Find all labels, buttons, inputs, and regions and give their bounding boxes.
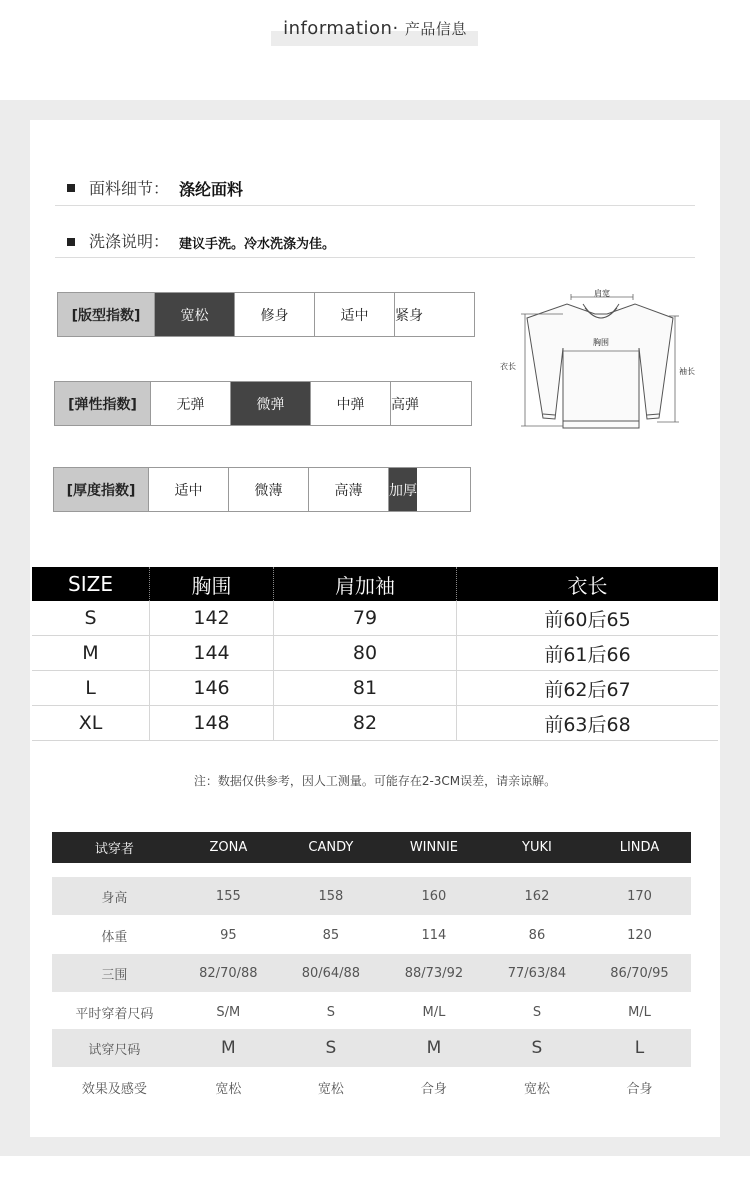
tryon-row: [52, 1068, 691, 1106]
index-option: 宽松: [154, 293, 234, 336]
tryon-cell: M: [426, 1038, 442, 1058]
tryon-cell: 158: [318, 888, 344, 904]
size-cell: 81: [274, 671, 457, 706]
tryon-cell: 86/70/95: [610, 965, 669, 981]
fabric-row: [55, 172, 695, 206]
size-header-shoulder-sleeve: 肩加袖: [274, 567, 457, 601]
tryon-cell: 162: [524, 888, 550, 904]
index-option: 微弹: [230, 382, 310, 425]
index-option: 加厚: [388, 468, 417, 511]
size-header-length: 衣长: [457, 567, 719, 601]
tryon-row: [52, 954, 691, 992]
index-option: 高薄: [308, 468, 388, 511]
tryon-cell: 120: [627, 927, 652, 943]
sleeve-label: 袖长: [679, 367, 695, 376]
fabric-label: 面料细节：: [89, 179, 170, 198]
size-cell: 79: [274, 601, 457, 636]
thickness-index: [53, 467, 471, 512]
size-row: [32, 601, 718, 636]
index-option: 中弹: [310, 382, 390, 425]
tryon-cell: 82/70/88: [199, 965, 258, 981]
header: [0, 0, 750, 100]
tryon-cell: M/L: [422, 1004, 446, 1020]
bottom-margin: [0, 1156, 750, 1182]
size-cell: M: [32, 636, 150, 671]
sweater-diagram: [497, 288, 702, 433]
tryon-cell: 宽松: [317, 1081, 344, 1097]
tryon-row: [52, 877, 691, 915]
chest-label: 胸围: [593, 338, 609, 347]
size-cell: 144: [150, 636, 274, 671]
size-cell: 82: [274, 706, 457, 741]
size-cell: 前63后68: [457, 706, 719, 741]
washing-row: [55, 226, 695, 258]
tryon-header-cell: YUKI: [522, 840, 552, 855]
tryon-header-cell: CANDY: [308, 840, 354, 855]
tryon-cell: 155: [215, 888, 241, 904]
tryon-header: [52, 832, 691, 863]
tryon-row-label: 身高: [101, 890, 128, 906]
tryon-cell: S: [532, 1004, 542, 1020]
washing-value: 建议手洗。冷水洗涤为佳。: [179, 237, 336, 252]
size-row: [32, 671, 718, 706]
tryon-cell: 合身: [626, 1081, 653, 1097]
tryon-cell: M: [221, 1038, 236, 1058]
index-option: 紧身: [394, 293, 423, 336]
tryon-header-cell: WINNIE: [409, 840, 458, 855]
tryon-cell: 170: [627, 888, 652, 904]
size-header-size: SIZE: [32, 567, 150, 601]
tryon-cell: S/M: [216, 1004, 241, 1020]
tryon-row: [52, 1029, 691, 1067]
index-title: [弹性指数]: [55, 382, 150, 425]
fit-index: [57, 292, 475, 337]
index-option: 修身: [234, 293, 314, 336]
tryon-cell: 95: [220, 927, 237, 943]
size-cell: 80: [274, 636, 457, 671]
size-cell: 146: [150, 671, 274, 706]
size-cell: S: [32, 601, 150, 636]
tryon-cell: 88/73/92: [404, 965, 464, 981]
tryon-header-cell: LINDA: [619, 840, 660, 855]
tryon-cell: 160: [421, 888, 447, 904]
size-cell: XL: [32, 706, 150, 741]
size-header-chest: 胸围: [150, 567, 274, 601]
index-option: 微薄: [228, 468, 308, 511]
title-en: information·: [283, 18, 399, 39]
size-cell: 前60后65: [457, 601, 719, 636]
tryon-row: [52, 993, 691, 1031]
bullet-icon: [67, 184, 75, 192]
tryon-row-label: 效果及感受: [81, 1081, 147, 1097]
tryon-cell: 85: [322, 927, 340, 943]
elasticity-index: [54, 381, 472, 426]
tryon-row-label: 三围: [101, 967, 128, 983]
tryon-cell: S: [325, 1038, 337, 1058]
length-label: 衣长: [500, 362, 516, 371]
index-option: 适中: [148, 468, 228, 511]
page-title: [0, 18, 750, 39]
tryon-cell: S: [531, 1038, 543, 1058]
tryon-cell: 宽松: [523, 1081, 550, 1097]
index-option: 高弹: [390, 382, 419, 425]
tryon-cell: 80/64/88: [301, 965, 361, 981]
tryon-row: [52, 916, 691, 954]
bullet-icon: [67, 238, 75, 246]
tryon-header-cell: 试穿者: [94, 842, 134, 857]
shoulder-label: 肩宽: [594, 289, 610, 298]
index-title: [厚度指数]: [54, 468, 148, 511]
size-table: [32, 567, 718, 741]
size-row: [32, 706, 718, 741]
size-cell: 142: [150, 601, 274, 636]
size-table-header: [32, 567, 718, 601]
size-row: [32, 636, 718, 671]
tryon-row-label: 平时穿着尺码: [75, 1006, 154, 1022]
washing-label: 洗涤说明：: [89, 232, 170, 251]
tryon-cell: S: [326, 1004, 336, 1020]
size-cell: 148: [150, 706, 274, 741]
index-title: [版型指数]: [58, 293, 154, 336]
tryon-cell: 114: [421, 927, 447, 943]
title-cn: 产品信息: [404, 20, 467, 38]
tryon-cell: M/L: [628, 1004, 651, 1020]
tryon-cell: 合身: [420, 1081, 447, 1097]
tryon-cell: 86: [528, 927, 546, 943]
size-cell: 前62后67: [457, 671, 719, 706]
index-option: 适中: [314, 293, 394, 336]
tryon-row-label: 体重: [101, 929, 128, 945]
measurement-note: 注：数据仅供参考，因人工测量。可能存在2-3CM误差，请亲谅解。: [193, 774, 557, 788]
size-cell: 前61后66: [457, 636, 719, 671]
size-cell: L: [32, 671, 150, 706]
tryon-row-label: 试穿尺码: [88, 1042, 141, 1058]
index-option: 无弹: [150, 382, 230, 425]
tryon-header-cell: ZONA: [209, 840, 248, 855]
tryon-cell: 77/63/84: [507, 965, 567, 981]
fabric-value: 涤纶面料: [179, 180, 244, 199]
tryon-cell: 宽松: [215, 1081, 242, 1097]
tryon-cell: L: [634, 1038, 645, 1058]
